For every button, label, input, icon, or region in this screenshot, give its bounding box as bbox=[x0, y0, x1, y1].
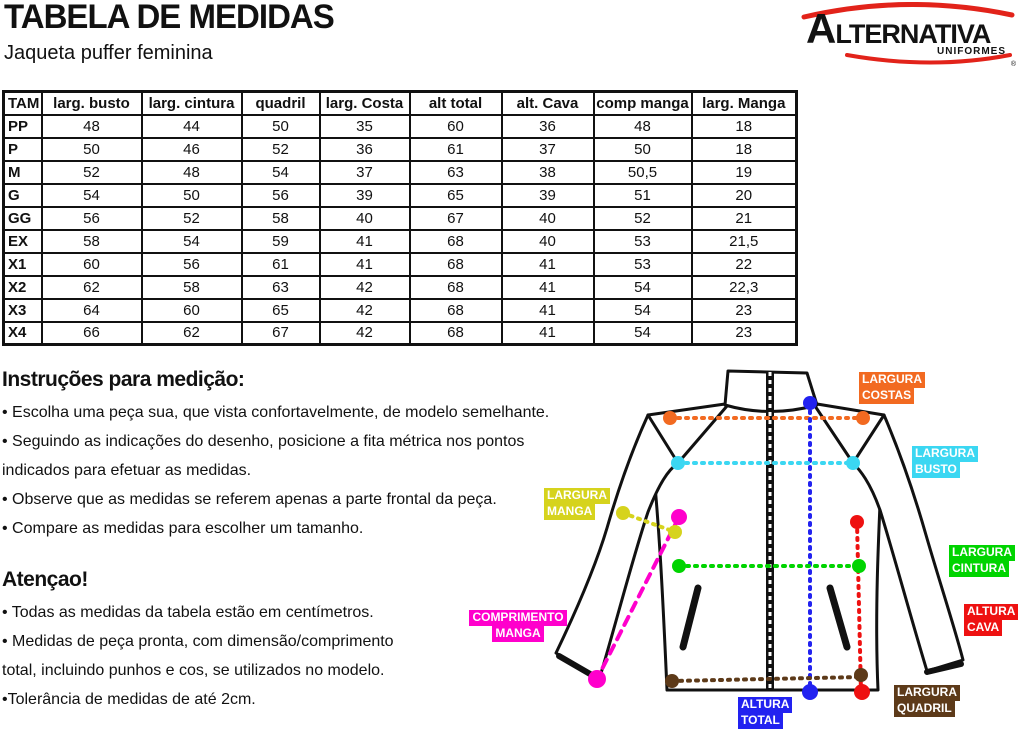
label-line: ALTURA bbox=[738, 697, 792, 713]
label-line: COSTAS bbox=[859, 388, 914, 404]
value-cell: 38 bbox=[502, 161, 594, 184]
size-table bbox=[2, 90, 798, 346]
value-cell: 58 bbox=[42, 230, 142, 253]
instruction-item: • Observe que as medidas se referem apenas a parte frontal da peça. bbox=[2, 491, 497, 508]
value-cell: 46 bbox=[142, 138, 242, 161]
label-line: TOTAL bbox=[738, 713, 783, 729]
value-cell: 67 bbox=[410, 207, 502, 230]
value-cell: 40 bbox=[320, 207, 410, 230]
table-row bbox=[4, 253, 797, 276]
table-row bbox=[4, 230, 797, 253]
attention-item: • Todas as medidas da tabela estão em centímetros. bbox=[2, 604, 374, 621]
label-line: BUSTO bbox=[912, 462, 960, 478]
value-cell: 48 bbox=[594, 115, 692, 138]
column-header: quadril bbox=[242, 92, 320, 115]
column-header: larg. Manga bbox=[692, 92, 797, 115]
quadril-dot-left bbox=[665, 674, 679, 688]
value-cell: 54 bbox=[594, 322, 692, 345]
value-cell: 66 bbox=[42, 322, 142, 345]
size-cell: X2 bbox=[4, 276, 42, 299]
value-cell: 36 bbox=[320, 138, 410, 161]
label-largura-costas bbox=[859, 372, 925, 404]
value-cell: 68 bbox=[410, 299, 502, 322]
registered-mark: ® bbox=[1010, 61, 1016, 68]
table-row bbox=[4, 276, 797, 299]
value-cell: 37 bbox=[320, 161, 410, 184]
value-cell: 48 bbox=[142, 161, 242, 184]
total-dot-bottom bbox=[802, 684, 818, 700]
value-cell: 52 bbox=[142, 207, 242, 230]
value-cell: 62 bbox=[142, 322, 242, 345]
value-cell: 44 bbox=[142, 115, 242, 138]
value-cell: 56 bbox=[42, 207, 142, 230]
table-row bbox=[4, 207, 797, 230]
value-cell: 52 bbox=[42, 161, 142, 184]
value-cell: 64 bbox=[42, 299, 142, 322]
instruction-item: • Compare as medidas para escolher um tamanho. bbox=[2, 520, 364, 537]
column-header: larg. cintura bbox=[142, 92, 242, 115]
size-cell: PP bbox=[4, 115, 42, 138]
value-cell: 48 bbox=[42, 115, 142, 138]
value-cell: 41 bbox=[502, 299, 594, 322]
label-largura-quadril bbox=[894, 685, 960, 717]
value-cell: 59 bbox=[242, 230, 320, 253]
label-largura-manga bbox=[544, 488, 610, 520]
page-subtitle: Jaqueta puffer feminina bbox=[4, 42, 213, 64]
value-cell: 68 bbox=[410, 322, 502, 345]
costas-dot-left bbox=[663, 411, 677, 425]
attention-item: • Medidas de peça pronta, com dimensão/comprimento total, incluindo punhos e cos, se utilizados no modelo. bbox=[2, 633, 394, 679]
cintura-dot-left bbox=[672, 559, 686, 573]
instruction-item: • Seguindo as indicações do desenho, posicione a fita métrica nos pontos indicados para efetuar as medidas. bbox=[2, 433, 525, 479]
table-row bbox=[4, 299, 797, 322]
value-cell: 63 bbox=[410, 161, 502, 184]
label-altura-total bbox=[738, 697, 792, 729]
label-line: MANGA bbox=[492, 626, 543, 642]
value-cell: 22 bbox=[692, 253, 797, 276]
value-cell: 54 bbox=[42, 184, 142, 207]
label-line: QUADRIL bbox=[894, 701, 955, 717]
value-cell: 42 bbox=[320, 322, 410, 345]
value-cell: 60 bbox=[410, 115, 502, 138]
comprimento-dot-bottom bbox=[588, 670, 606, 688]
value-cell: 41 bbox=[502, 253, 594, 276]
label-largura-cintura bbox=[949, 545, 1015, 577]
size-cell: X3 bbox=[4, 299, 42, 322]
value-cell: 21 bbox=[692, 207, 797, 230]
brand-tagline: UNIFORMES bbox=[937, 46, 1006, 57]
value-cell: 68 bbox=[410, 230, 502, 253]
value-cell: 41 bbox=[502, 322, 594, 345]
value-cell: 42 bbox=[320, 299, 410, 322]
value-cell: 54 bbox=[242, 161, 320, 184]
value-cell: 42 bbox=[320, 276, 410, 299]
value-cell: 23 bbox=[692, 299, 797, 322]
jacket-drawing bbox=[460, 360, 1024, 729]
size-cell: GG bbox=[4, 207, 42, 230]
value-cell: 65 bbox=[410, 184, 502, 207]
table-row bbox=[4, 138, 797, 161]
attention-item: •Tolerância de medidas de até 2cm. bbox=[2, 691, 256, 708]
logo-swoosh-bottom-icon bbox=[844, 52, 1014, 66]
size-cell: X4 bbox=[4, 322, 42, 345]
label-line: LARGURA bbox=[544, 488, 610, 504]
value-cell: 50 bbox=[142, 184, 242, 207]
value-cell: 68 bbox=[410, 253, 502, 276]
value-cell: 58 bbox=[242, 207, 320, 230]
value-cell: 19 bbox=[692, 161, 797, 184]
value-cell: 58 bbox=[142, 276, 242, 299]
value-cell: 61 bbox=[242, 253, 320, 276]
column-header: TAM bbox=[4, 92, 42, 115]
manga-dot-outer bbox=[616, 506, 630, 520]
value-cell: 61 bbox=[410, 138, 502, 161]
value-cell: 53 bbox=[594, 253, 692, 276]
label-line: MANGA bbox=[544, 504, 595, 520]
size-cell: EX bbox=[4, 230, 42, 253]
value-cell: 54 bbox=[594, 299, 692, 322]
value-cell: 18 bbox=[692, 115, 797, 138]
value-cell: 36 bbox=[502, 115, 594, 138]
value-cell: 54 bbox=[594, 276, 692, 299]
size-cell: M bbox=[4, 161, 42, 184]
value-cell: 35 bbox=[320, 115, 410, 138]
value-cell: 41 bbox=[320, 230, 410, 253]
instruction-item: • Escolha uma peça sua, que vista confortavelmente, de modelo semelhante. bbox=[2, 404, 550, 421]
size-cell: X1 bbox=[4, 253, 42, 276]
value-cell: 41 bbox=[502, 276, 594, 299]
value-cell: 52 bbox=[594, 207, 692, 230]
value-cell: 62 bbox=[42, 276, 142, 299]
value-cell: 52 bbox=[242, 138, 320, 161]
value-cell: 39 bbox=[502, 184, 594, 207]
value-cell: 65 bbox=[242, 299, 320, 322]
value-cell: 63 bbox=[242, 276, 320, 299]
value-cell: 37 bbox=[502, 138, 594, 161]
table-row bbox=[4, 184, 797, 207]
attention-list bbox=[2, 598, 422, 714]
value-cell: 50 bbox=[242, 115, 320, 138]
label-line: CINTURA bbox=[949, 561, 1009, 577]
jacket-measurement-diagram bbox=[460, 360, 1024, 729]
value-cell: 21,5 bbox=[692, 230, 797, 253]
value-cell: 56 bbox=[142, 253, 242, 276]
busto-dot-left bbox=[671, 456, 685, 470]
value-cell: 41 bbox=[320, 253, 410, 276]
label-line: LARGURA bbox=[894, 685, 960, 701]
value-cell: 68 bbox=[410, 276, 502, 299]
label-line: ALTURA bbox=[964, 604, 1018, 620]
cava-dot-bottom bbox=[854, 684, 870, 700]
table-row bbox=[4, 115, 797, 138]
value-cell: 20 bbox=[692, 184, 797, 207]
label-line: LARGURA bbox=[859, 372, 925, 388]
column-header: comp manga bbox=[594, 92, 692, 115]
value-cell: 60 bbox=[142, 299, 242, 322]
page-title: TABELA DE MEDIDAS bbox=[4, 0, 334, 36]
value-cell: 54 bbox=[142, 230, 242, 253]
value-cell: 50 bbox=[42, 138, 142, 161]
value-cell: 51 bbox=[594, 184, 692, 207]
brand-name: ALTERNATIVA bbox=[806, 5, 991, 52]
costas-dot-right bbox=[856, 411, 870, 425]
value-cell: 18 bbox=[692, 138, 797, 161]
label-line: CAVA bbox=[964, 620, 1002, 636]
quadril-dot-right bbox=[854, 668, 868, 682]
label-line: COMPRIMENTO bbox=[469, 610, 566, 626]
column-header: larg. Costa bbox=[320, 92, 410, 115]
value-cell: 22,3 bbox=[692, 276, 797, 299]
comprimento-dot-top bbox=[671, 509, 687, 525]
value-cell: 40 bbox=[502, 207, 594, 230]
label-altura-cava bbox=[964, 604, 1018, 636]
size-cell: G bbox=[4, 184, 42, 207]
busto-dot-right bbox=[846, 456, 860, 470]
column-header: alt total bbox=[410, 92, 502, 115]
table-row bbox=[4, 161, 797, 184]
attention-section bbox=[2, 568, 422, 714]
value-cell: 50,5 bbox=[594, 161, 692, 184]
column-header: alt. Cava bbox=[502, 92, 594, 115]
table-row bbox=[4, 322, 797, 345]
manga-dot-inner bbox=[668, 525, 682, 539]
size-cell: P bbox=[4, 138, 42, 161]
cava-dot-top bbox=[850, 515, 864, 529]
value-cell: 67 bbox=[242, 322, 320, 345]
value-cell: 39 bbox=[320, 184, 410, 207]
value-cell: 50 bbox=[594, 138, 692, 161]
column-header: larg. busto bbox=[42, 92, 142, 115]
value-cell: 60 bbox=[42, 253, 142, 276]
label-line: LARGURA bbox=[912, 446, 978, 462]
attention-title: Atençao! bbox=[2, 568, 88, 591]
value-cell: 53 bbox=[594, 230, 692, 253]
label-line: LARGURA bbox=[949, 545, 1015, 561]
instructions-title: Instruções para medição: bbox=[2, 368, 245, 391]
value-cell: 56 bbox=[242, 184, 320, 207]
table-header-row bbox=[4, 92, 797, 115]
cintura-dot-right bbox=[852, 559, 866, 573]
total-dot-top bbox=[803, 396, 817, 410]
value-cell: 40 bbox=[502, 230, 594, 253]
label-largura-busto bbox=[912, 446, 978, 478]
value-cell: 23 bbox=[692, 322, 797, 345]
brand-logo bbox=[800, 2, 1016, 68]
label-comprimento-manga bbox=[464, 610, 572, 642]
